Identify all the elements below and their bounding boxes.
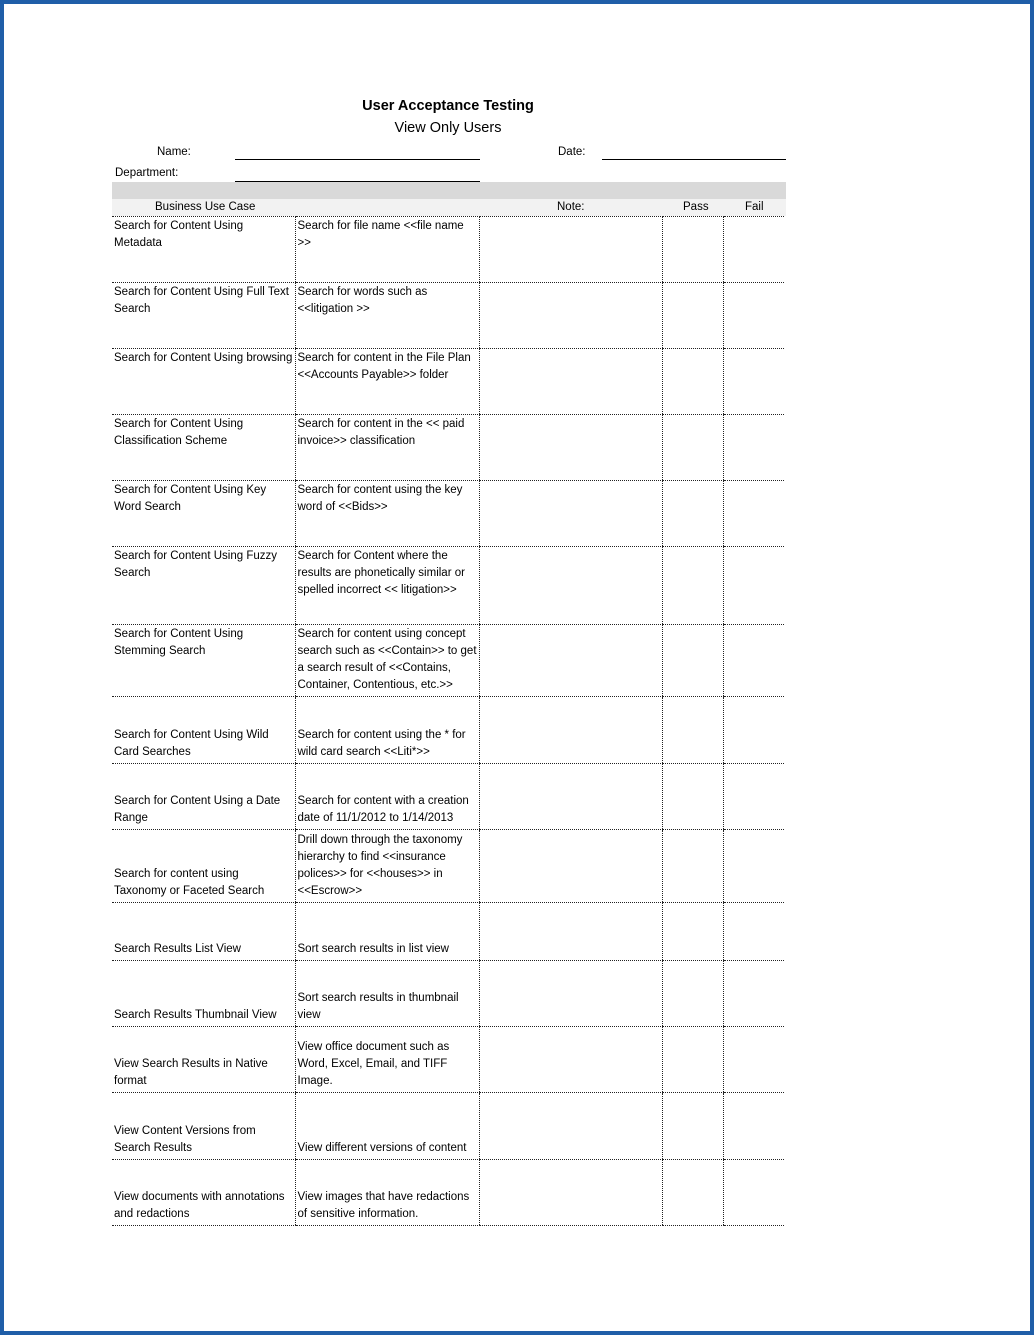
fail-cell[interactable] [723,349,784,415]
description-cell: View office document such as Word, Excel, Email, and TIFF Image. [295,1027,479,1093]
table-row [112,697,784,764]
pass-cell[interactable] [662,415,723,481]
description-cell: Search for content in the << paid invoice>> classification [295,415,479,481]
column-header-fail: Fail [745,201,764,213]
use-case-cell: Search for Content Using browsing [112,349,295,415]
table-row [112,283,784,349]
pass-cell[interactable] [662,697,723,764]
note-cell[interactable] [479,903,662,961]
fail-cell[interactable] [723,625,784,697]
pass-cell[interactable] [662,283,723,349]
use-case-cell: Search for Content Using Full Text Search [112,283,295,349]
name-label: Name: [157,146,191,158]
pass-cell[interactable] [662,481,723,547]
note-cell[interactable] [479,830,662,903]
pass-cell[interactable] [662,764,723,830]
use-case-cell: View Search Results in Native format [112,1027,295,1093]
table-row [112,961,784,1027]
note-cell[interactable] [479,283,662,349]
fail-cell[interactable] [723,1160,784,1226]
table-row [112,547,784,625]
fail-cell[interactable] [723,697,784,764]
description-cell: Sort search results in thumbnail view [295,961,479,1027]
table-row [112,764,784,830]
use-case-cell: Search for Content Using Metadata [112,217,295,283]
fail-cell[interactable] [723,217,784,283]
note-cell[interactable] [479,764,662,830]
table-row [112,415,784,481]
description-cell: View different versions of content [295,1093,479,1160]
description-cell: Search for content in the File Plan <<Accounts Payable>> folder [295,349,479,415]
table-row [112,1093,784,1160]
description-cell: Search for content using the key word of <<Bids>> [295,481,479,547]
form-subtitle: View Only Users [394,120,502,136]
form-title: User Acceptance Testing [362,98,534,114]
use-case-cell: Search for Content Using Fuzzy Search [112,547,295,625]
description-cell: Search for content using concept search such as <<Contain>> to get a search result of <<Contains, Container, Contentious, etc.>> [295,625,479,697]
fail-cell[interactable] [723,1027,784,1093]
note-cell[interactable] [479,481,662,547]
description-cell: Search for words such as <<litigation >> [295,283,479,349]
fail-cell[interactable] [723,764,784,830]
table-row [112,1160,784,1226]
pass-cell[interactable] [662,349,723,415]
column-header-business-use-case: Business Use Case [155,201,256,213]
fail-cell[interactable] [723,547,784,625]
note-cell[interactable] [479,1027,662,1093]
description-cell: View images that have redactions of sensitive information. [295,1160,479,1226]
column-header-pass: Pass [683,201,709,213]
note-cell[interactable] [479,217,662,283]
description-cell: Search for file name <<file name >> [295,217,479,283]
table-row [112,830,784,903]
pass-cell[interactable] [662,1027,723,1093]
use-case-cell: Search for Content Using Key Word Search [112,481,295,547]
column-header-note: Note: [557,201,585,213]
fail-cell[interactable] [723,961,784,1027]
fail-cell[interactable] [723,1093,784,1160]
description-cell: Search for content using the * for wild card search <<Liti*>> [295,697,479,764]
use-case-cell: Search for Content Using Stemming Search [112,625,295,697]
fail-cell[interactable] [723,903,784,961]
pass-cell[interactable] [662,903,723,961]
use-case-cell: Search for Content Using Classification Scheme [112,415,295,481]
pass-cell[interactable] [662,1093,723,1160]
table-row [112,903,784,961]
pass-cell[interactable] [662,625,723,697]
note-cell[interactable] [479,1160,662,1226]
note-cell[interactable] [479,1093,662,1160]
note-cell[interactable] [479,697,662,764]
table-row [112,1027,784,1093]
description-cell: Search for Content where the results are phonetically similar or spelled incorrect << litigation>> [295,547,479,625]
use-case-cell: View Content Versions from Search Results [112,1093,295,1160]
pass-cell[interactable] [662,830,723,903]
note-cell[interactable] [479,415,662,481]
department-label: Department: [115,167,179,179]
pass-cell[interactable] [662,961,723,1027]
fail-cell[interactable] [723,830,784,903]
table-row [112,481,784,547]
use-case-cell: Search for Content Using a Date Range [112,764,295,830]
use-case-cell: Search Results Thumbnail View [112,961,295,1027]
note-cell[interactable] [479,349,662,415]
pass-cell[interactable] [662,217,723,283]
fail-cell[interactable] [723,415,784,481]
pass-cell[interactable] [662,1160,723,1226]
use-case-cell: View documents with annotations and redactions [112,1160,295,1226]
note-cell[interactable] [479,625,662,697]
table-row [112,217,784,283]
fail-cell[interactable] [723,283,784,349]
date-label: Date: [558,146,586,158]
fail-cell[interactable] [723,481,784,547]
date-field[interactable] [602,159,786,160]
name-field[interactable] [235,159,480,160]
table-row [112,625,784,697]
description-cell: Search for content with a creation date of 11/1/2012 to 1/14/2013 [295,764,479,830]
test-case-table [112,216,784,1226]
note-cell[interactable] [479,547,662,625]
description-cell: Drill down through the taxonomy hierarchy to find <<insurance polices>> for <<houses>> in <<Escrow>> [295,830,479,903]
section-divider-band [112,182,786,199]
use-case-cell: Search for Content Using Wild Card Searches [112,697,295,764]
description-cell: Sort search results in list view [295,903,479,961]
use-case-cell: Search for content using Taxonomy or Faceted Search [112,830,295,903]
pass-cell[interactable] [662,547,723,625]
table-row [112,349,784,415]
note-cell[interactable] [479,961,662,1027]
use-case-cell: Search Results List View [112,903,295,961]
